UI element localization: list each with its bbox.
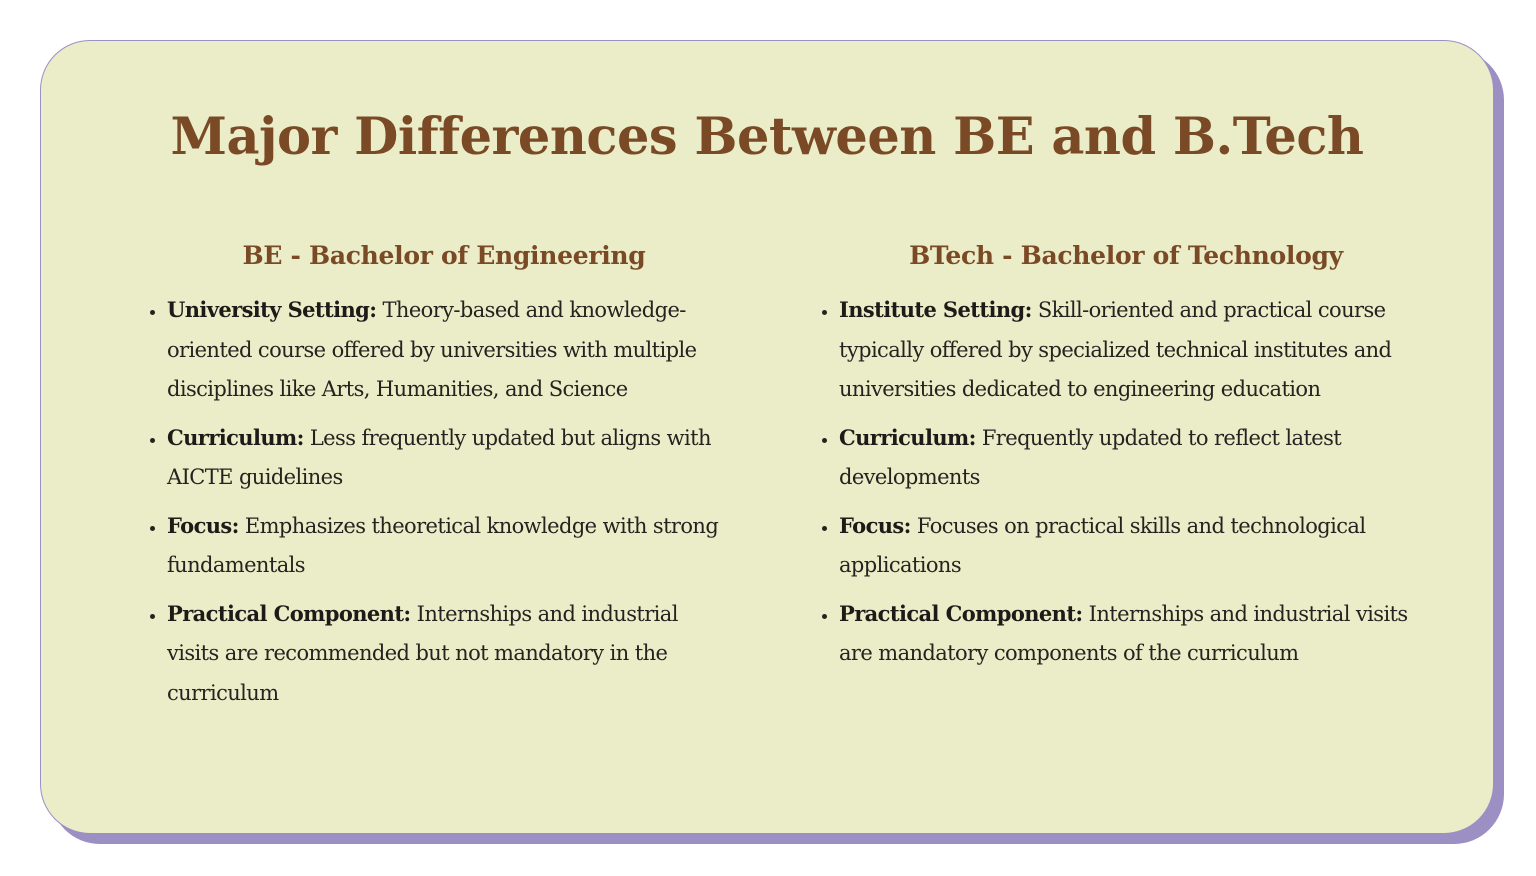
point-label: Curriculum:	[167, 424, 304, 450]
point-text: Less frequently updated but aligns with AICTE guidelines	[167, 425, 711, 489]
point-label: Practical Component:	[839, 600, 1083, 626]
point-text: Frequently updated to reflect latest developments	[839, 425, 1342, 489]
point-label: Institute Setting:	[839, 297, 1032, 322]
list-item	[167, 290, 729, 410]
list-item	[839, 506, 1421, 586]
list-item	[839, 418, 1421, 498]
be-points-list	[129, 290, 729, 713]
point-text: Internships and industrial visits are mandatory components of the curriculum	[839, 601, 1408, 665]
list-item	[167, 506, 729, 586]
btech-column-heading: BTech - Bachelor of Technology	[909, 241, 1343, 270]
point-label: Practical Component:	[167, 600, 411, 626]
be-column-heading: BE - Bachelor of Engineering	[242, 241, 646, 270]
point-text: Emphasizes theoretical knowledge with strong fundamentals	[167, 513, 719, 577]
list-item	[839, 290, 1421, 410]
point-text: Skill-oriented and practical course typically offered by specialized technical institutes and universities dedicated to engineering education	[839, 298, 1392, 401]
point-label: Focus:	[167, 512, 239, 538]
point-label: Curriculum:	[839, 424, 976, 450]
point-text: Focuses on practical skills and technological applications	[839, 513, 1366, 577]
btech-column	[801, 241, 1421, 682]
point-label: Focus:	[839, 512, 911, 538]
point-label: University Setting:	[167, 297, 377, 322]
list-item	[839, 594, 1421, 674]
point-text: Theory-based and knowledge-oriented course offered by universities with multiple disciplines like Arts, Humanities, and Science	[167, 298, 697, 401]
page-title: Major Differences Between BE and B.Tech	[170, 107, 1364, 167]
list-item	[167, 594, 729, 714]
list-item	[167, 418, 729, 498]
btech-points-list	[801, 290, 1421, 674]
point-text: Internships and industrial visits are recommended but not mandatory in the curriculum	[167, 601, 678, 705]
comparison-card	[40, 40, 1494, 834]
be-column	[129, 241, 729, 721]
